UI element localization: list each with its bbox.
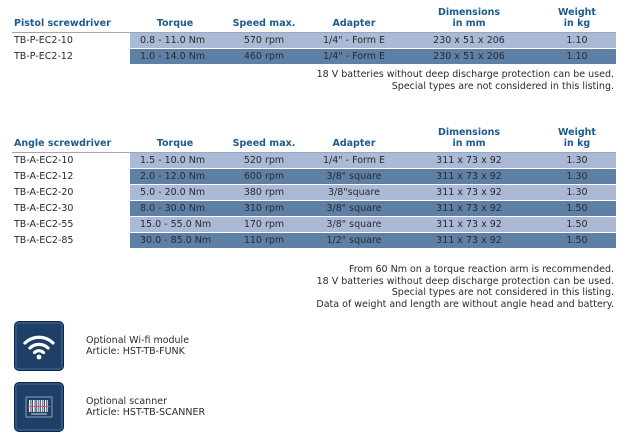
torque-cell: 1.0 - 14.0 Nm xyxy=(130,48,220,64)
note-line: Special types are not considered in this listing. xyxy=(391,287,614,298)
torque-cell: 8.0 - 30.0 Nm xyxy=(130,200,220,216)
header-speed: Speed max. xyxy=(232,17,296,29)
weight-cell: 1.10 xyxy=(538,48,616,64)
option-title: Optional scanner xyxy=(86,395,167,407)
model-cell: TB-A-EC2-85 xyxy=(12,232,130,248)
model-cell: TB-P-EC2-12 xyxy=(12,48,130,64)
weight-cell: 1.50 xyxy=(538,200,616,216)
speed-cell: 460 rpm xyxy=(220,48,308,64)
model-cell: TB-A-EC2-12 xyxy=(12,168,130,184)
option-article: Article: HST-TB-FUNK xyxy=(86,346,185,357)
adapter-cell: 3/8" square xyxy=(308,200,400,216)
speed-cell: 520 rpm xyxy=(220,152,308,168)
torque-cell: 1.5 - 10.0 Nm xyxy=(130,152,220,168)
option-wifi-text xyxy=(86,335,189,358)
adapter-cell: 1/2" square xyxy=(308,232,400,248)
adapter-cell: 1/4" - Form E xyxy=(308,48,400,64)
torque-cell: 15.0 - 55.0 Nm xyxy=(130,216,220,232)
torque-cell: 5.0 - 20.0 Nm xyxy=(130,184,220,200)
model-cell: TB-A-EC2-30 xyxy=(12,200,130,216)
option-wifi xyxy=(14,321,189,371)
dimensions-cell: 311 x 73 x 92 xyxy=(400,216,538,232)
angle-notes xyxy=(316,264,614,310)
torque-cell: 30.0 - 85.0 Nm xyxy=(130,232,220,248)
note-line: 18 V batteries without deep discharge protection can be used. xyxy=(316,69,614,80)
weight-cell: 1.50 xyxy=(538,232,616,248)
barcode-scanner-icon xyxy=(14,382,64,432)
header-weight: Weight in kg xyxy=(558,6,596,29)
header-torque: Torque xyxy=(156,137,194,149)
pistol-notes xyxy=(317,69,614,92)
torque-cell: 0.8 - 11.0 Nm xyxy=(130,32,220,48)
header-speed: Speed max. xyxy=(232,137,296,149)
adapter-cell: 1/4" - Form E xyxy=(308,32,400,48)
table-row xyxy=(12,184,616,200)
header-torque: Torque xyxy=(156,17,194,29)
table-row xyxy=(12,200,616,216)
adapter-cell: 1/4" - Form E xyxy=(308,152,400,168)
note-line: 18 V batteries without deep discharge protection can be used. xyxy=(316,275,614,287)
option-scanner-text xyxy=(86,396,205,419)
table-row xyxy=(12,232,616,248)
weight-cell: 1.30 xyxy=(538,168,616,184)
model-cell: TB-A-EC2-10 xyxy=(12,152,130,168)
torque-cell: 2.0 - 12.0 Nm xyxy=(130,168,220,184)
header-weight: Weight in kg xyxy=(558,126,596,149)
model-cell: TB-A-EC2-20 xyxy=(12,184,130,200)
table-row xyxy=(12,32,616,48)
dimensions-cell: 230 x 51 x 206 xyxy=(400,48,538,64)
option-article: Article: HST-TB-SCANNER xyxy=(86,407,206,418)
speed-cell: 380 rpm xyxy=(220,184,308,200)
weight-cell: 1.10 xyxy=(538,32,616,48)
option-title: Optional Wi-fi module xyxy=(86,334,190,346)
weight-cell: 1.30 xyxy=(538,152,616,168)
model-cell: TB-A-EC2-55 xyxy=(12,216,130,232)
dimensions-cell: 311 x 73 x 92 xyxy=(400,232,538,248)
note-line: From 60 Nm on a torque reaction arm is recommended. xyxy=(348,264,614,275)
angle-table xyxy=(12,126,616,249)
speed-cell: 570 rpm xyxy=(220,32,308,48)
table-row xyxy=(12,48,616,64)
angle-title: Angle screwdriver xyxy=(14,137,112,149)
adapter-cell: 3/8"square xyxy=(308,184,400,200)
dimensions-cell: 311 x 73 x 92 xyxy=(400,152,538,168)
note-line: Special types are not considered in this listing. xyxy=(391,80,614,92)
speed-cell: 600 rpm xyxy=(220,168,308,184)
wifi-icon xyxy=(14,321,64,371)
dimensions-cell: 311 x 73 x 92 xyxy=(400,168,538,184)
table-row xyxy=(12,168,616,184)
dimensions-cell: 311 x 73 x 92 xyxy=(400,184,538,200)
weight-cell: 1.50 xyxy=(538,216,616,232)
option-scanner xyxy=(14,382,205,432)
speed-cell: 170 rpm xyxy=(220,216,308,232)
adapter-cell: 3/8" square xyxy=(308,216,400,232)
adapter-cell: 3/8" square xyxy=(308,168,400,184)
pistol-title: Pistol screwdriver xyxy=(14,17,111,29)
header-dimensions: Dimensions in mm xyxy=(437,126,501,149)
dimensions-cell: 230 x 51 x 206 xyxy=(400,32,538,48)
speed-cell: 310 rpm xyxy=(220,200,308,216)
table-row xyxy=(12,152,616,168)
header-adapter: Adapter xyxy=(332,17,376,29)
header-adapter: Adapter xyxy=(332,137,376,149)
table-row xyxy=(12,216,616,232)
note-line: Data of weight and length are without angle head and battery. xyxy=(316,298,614,310)
weight-cell: 1.30 xyxy=(538,184,616,200)
model-cell: TB-P-EC2-10 xyxy=(12,32,130,48)
speed-cell: 110 rpm xyxy=(220,232,308,248)
pistol-table xyxy=(12,6,616,65)
header-dimensions: Dimensions in mm xyxy=(437,6,501,29)
dimensions-cell: 311 x 73 x 92 xyxy=(400,200,538,216)
